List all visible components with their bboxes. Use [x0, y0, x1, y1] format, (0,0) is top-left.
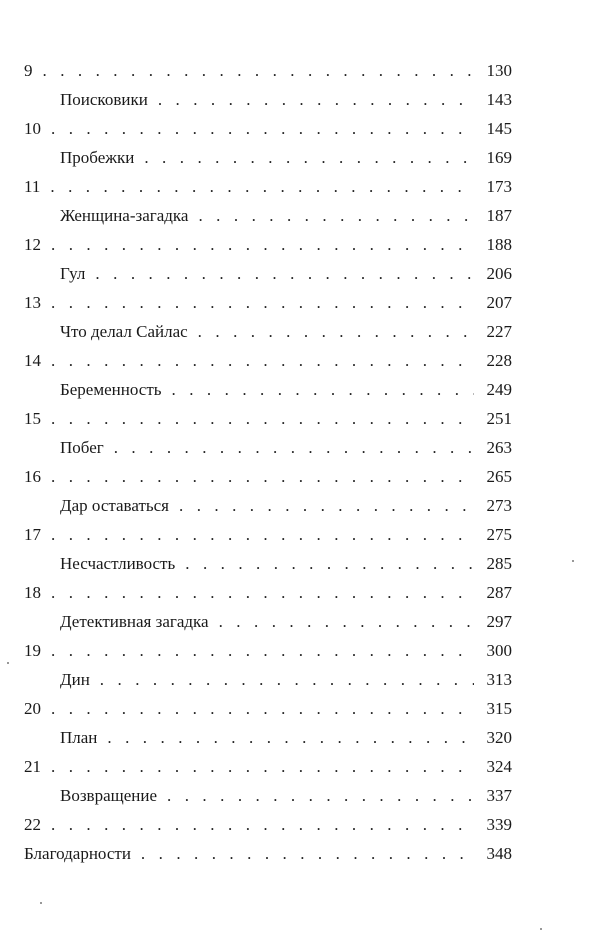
toc-entry-page-number: 227	[486, 322, 512, 341]
toc-entry-page-number: 297	[486, 612, 512, 631]
toc-entry-section	[24, 491, 512, 520]
dot-leader	[144, 143, 474, 172]
toc-entry-chapter-14	[24, 346, 512, 375]
toc-entry-section	[24, 665, 512, 694]
dot-leader	[51, 114, 474, 143]
dot-leader	[51, 230, 474, 259]
dot-leader	[51, 404, 474, 433]
dot-leader	[158, 85, 474, 114]
toc-entry-page-number: 287	[486, 583, 512, 602]
toc-entry-section	[24, 201, 512, 230]
dot-leader	[51, 636, 474, 665]
toc-entry-label: Гул	[60, 264, 86, 283]
print-speck	[7, 662, 9, 664]
toc-entry-label: 9	[24, 61, 33, 80]
toc-entry-chapter-16	[24, 462, 512, 491]
dot-leader	[43, 56, 475, 85]
dot-leader	[95, 259, 474, 288]
toc-entry-page-number: 339	[486, 815, 512, 834]
dot-leader	[50, 172, 474, 201]
toc-entry-label: Несчастливость	[60, 554, 176, 573]
toc-entry-chapter-10	[24, 114, 512, 143]
toc-entry-chapter-9	[24, 56, 512, 85]
toc-entry-chapter-19	[24, 636, 512, 665]
dot-leader	[179, 491, 474, 520]
dot-leader	[51, 346, 474, 375]
toc-entry-section	[24, 433, 512, 462]
toc-entry-page-number: 285	[486, 554, 512, 573]
dot-leader	[185, 549, 474, 578]
print-speck	[40, 902, 42, 904]
toc-entry-label: 11	[24, 177, 41, 196]
toc-entry-label: Благодарности	[24, 844, 131, 863]
toc-entry-page-number: 251	[486, 409, 512, 428]
dot-leader	[51, 578, 474, 607]
toc-entry-label: 12	[24, 235, 41, 254]
toc-entry-page-number: 315	[486, 699, 512, 718]
toc-entry-page-number: 187	[486, 206, 512, 225]
toc-entry-page-number: 348	[486, 844, 512, 863]
toc-entry-page-number: 313	[486, 670, 512, 689]
toc-entry-page-number: 130	[486, 61, 512, 80]
print-speck	[540, 928, 542, 930]
table-of-contents	[24, 56, 512, 868]
toc-entry-page-number: 173	[486, 177, 512, 196]
toc-entry-page-number: 263	[486, 438, 512, 457]
toc-entry-page-number: 300	[486, 641, 512, 660]
dot-leader	[114, 433, 474, 462]
toc-entry-section	[24, 317, 512, 346]
dot-leader	[219, 607, 474, 636]
toc-entry-page-number: 249	[486, 380, 512, 399]
toc-entry-chapter-11	[24, 172, 512, 201]
toc-entry-section	[24, 549, 512, 578]
toc-entry-section	[24, 259, 512, 288]
toc-entry-page-number: 207	[486, 293, 512, 312]
toc-entry-label: 20	[24, 699, 41, 718]
dot-leader	[198, 317, 474, 346]
toc-entry-label: 10	[24, 119, 41, 138]
toc-entry-chapter-22	[24, 810, 512, 839]
toc-entry-label: 14	[24, 351, 41, 370]
dot-leader	[198, 201, 474, 230]
toc-entry-label: 21	[24, 757, 41, 776]
toc-entry-label: Дин	[60, 670, 90, 689]
dot-leader	[172, 375, 474, 404]
dot-leader	[167, 781, 474, 810]
toc-entry-label: Детективная загадка	[60, 612, 209, 631]
dot-leader	[51, 288, 474, 317]
toc-entry-section	[24, 85, 512, 114]
toc-entry-section	[24, 781, 512, 810]
toc-entry-page-number: 143	[486, 90, 512, 109]
toc-entry-page-number: 320	[486, 728, 512, 747]
toc-entry-page-number: 228	[486, 351, 512, 370]
toc-entry-label: План	[60, 728, 98, 747]
toc-entry-label: 22	[24, 815, 41, 834]
dot-leader	[51, 520, 474, 549]
toc-entry-page-number: 145	[486, 119, 512, 138]
toc-entry-section	[24, 375, 512, 404]
toc-entry-label: 17	[24, 525, 41, 544]
toc-entry-chapter-15	[24, 404, 512, 433]
toc-entry-label: Пробежки	[60, 148, 135, 167]
dot-leader	[51, 462, 474, 491]
toc-entry-chapter-21	[24, 752, 512, 781]
toc-entry-label: Что делал Сайлас	[60, 322, 188, 341]
toc-entry-section	[24, 143, 512, 172]
toc-entry-section	[24, 723, 512, 752]
dot-leader	[141, 839, 474, 868]
toc-entry-section	[24, 607, 512, 636]
toc-entry-label: 19	[24, 641, 41, 660]
dot-leader	[51, 752, 474, 781]
toc-entry-acknowledgements	[24, 839, 512, 868]
dot-leader	[100, 665, 474, 694]
toc-entry-chapter-17	[24, 520, 512, 549]
toc-entry-label: 18	[24, 583, 41, 602]
toc-entry-label: Дар оставаться	[60, 496, 169, 515]
toc-entry-page-number: 273	[486, 496, 512, 515]
toc-entry-page-number: 188	[486, 235, 512, 254]
toc-entry-page-number: 169	[486, 148, 512, 167]
toc-entry-page-number: 324	[486, 757, 512, 776]
toc-entry-label: Поисковики	[60, 90, 148, 109]
toc-entry-label: 16	[24, 467, 41, 486]
toc-entry-label: 15	[24, 409, 41, 428]
toc-entry-chapter-18	[24, 578, 512, 607]
toc-entry-page-number: 265	[486, 467, 512, 486]
dot-leader	[51, 694, 474, 723]
dot-leader	[107, 723, 474, 752]
print-speck	[572, 560, 574, 562]
toc-entry-page-number: 275	[486, 525, 512, 544]
toc-entry-label: 13	[24, 293, 41, 312]
toc-entry-chapter-13	[24, 288, 512, 317]
toc-entry-label: Побег	[60, 438, 104, 457]
toc-entry-label: Беременность	[60, 380, 162, 399]
toc-entry-page-number: 337	[486, 786, 512, 805]
toc-entry-chapter-12	[24, 230, 512, 259]
toc-entry-label: Возвращение	[60, 786, 158, 805]
toc-entry-label: Женщина-загадка	[60, 206, 189, 225]
toc-entry-chapter-20	[24, 694, 512, 723]
dot-leader	[51, 810, 474, 839]
toc-entry-page-number: 206	[486, 264, 512, 283]
